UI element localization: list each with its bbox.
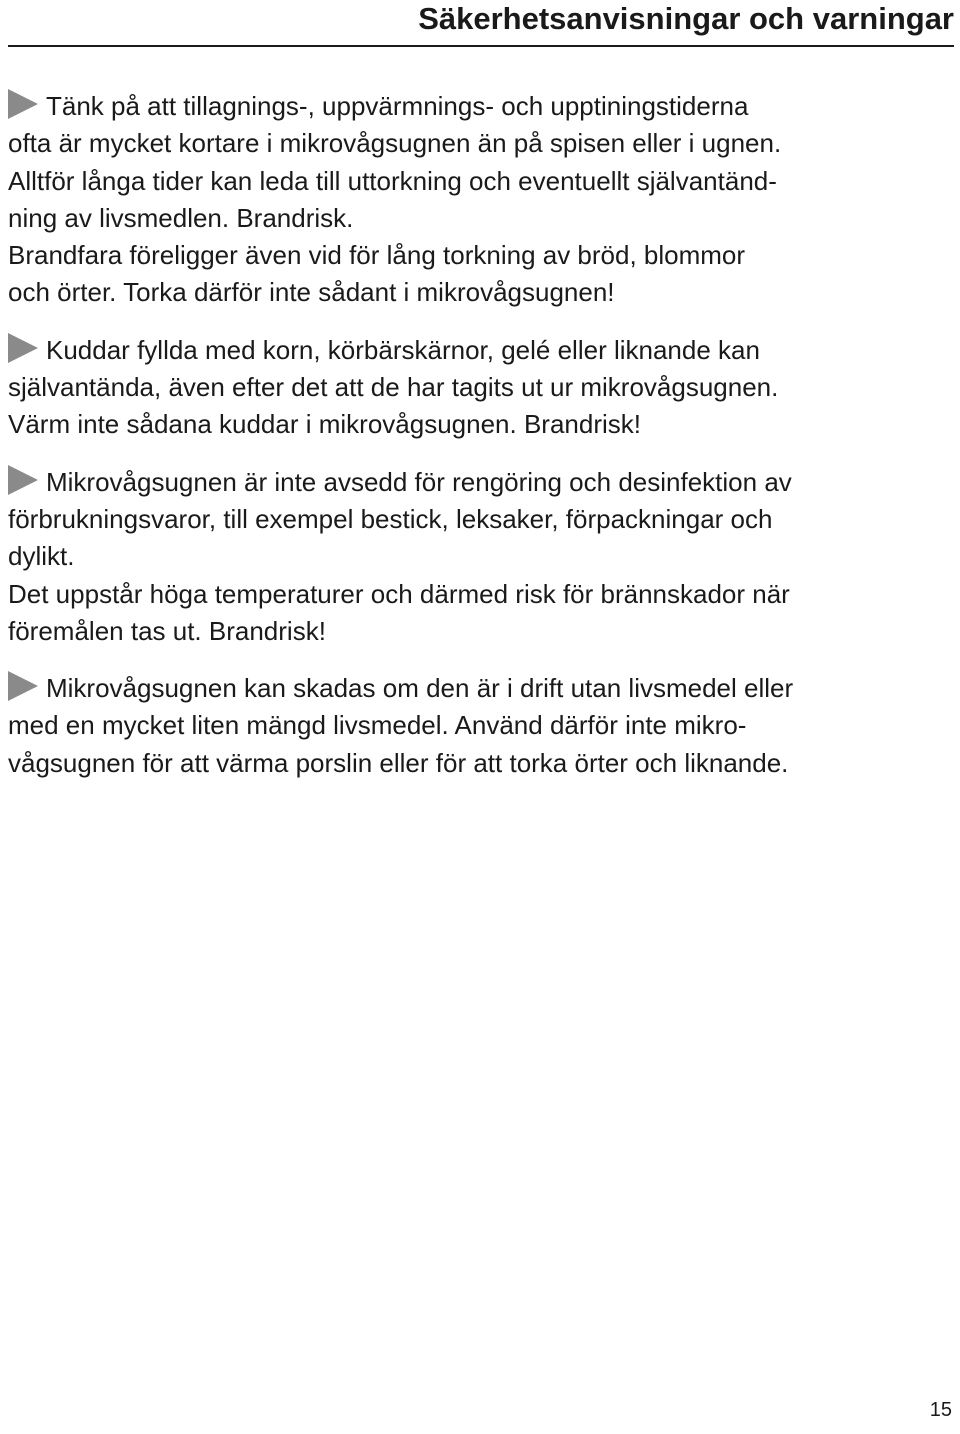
paragraph-text: Mikrovågsugnen kan skadas om den är i drift utan livsmedel eller med en mycket liten mängd livsmedel. Använd därför inte mikro- vågsugnen för att värma porslin eller för att torka örter och liknande. [8, 673, 794, 778]
paragraph: Det uppstår höga temperaturer och därmed risk för brännskador när föremålen tas ut. Brandrisk! [8, 578, 790, 646]
safety-item-empty-operation [8, 670, 954, 782]
paragraph-text: Mikrovågsugnen är inte avsedd för rengöring och desinfektion av förbrukningsvaror, till exempel bestick, leksaker, förpackningar och dylikt. [8, 466, 792, 572]
paragraph-text: Tänk på att tillagnings-, uppvärmnings- och upptiningstiderna ofta är mycket kortare i mikrovågsugnen än på spisen eller i ugnen. Alltför långa tider kan leda till uttorkning och eventuellt självantänd- ning av livsmedlen. Brandrisk. [8, 91, 782, 233]
bullet-triangle-icon [8, 89, 38, 119]
safety-instructions-list [8, 88, 954, 802]
bullet-triangle-icon [8, 671, 38, 701]
safety-item-grain-cushions [8, 332, 954, 444]
bullet-triangle-icon [8, 333, 38, 363]
page-title: Säkerhetsanvisningar och varningar [418, 1, 954, 36]
paragraph [8, 332, 954, 444]
paragraph [8, 464, 954, 576]
paragraph [8, 670, 954, 782]
bullet-triangle-icon [8, 465, 38, 495]
header-divider [8, 45, 954, 47]
safety-item-cooking-times [8, 88, 954, 312]
safety-item-disinfection [8, 464, 954, 650]
page-number: 15 [929, 1399, 952, 1421]
paragraph [8, 88, 954, 237]
paragraph-text: Kuddar fyllda med korn, körbärskärnor, gelé eller liknande kan självantända, även efter det att de har tagits ut ur mikrovågsugnen. Värm inte sådana kuddar i mikrovågsugnen. Brandrisk! [8, 334, 779, 440]
paragraph: Brandfara föreligger även vid för lång torkning av bröd, blommor och örter. Torka därför inte sådant i mikrovågsugnen! [8, 240, 746, 308]
